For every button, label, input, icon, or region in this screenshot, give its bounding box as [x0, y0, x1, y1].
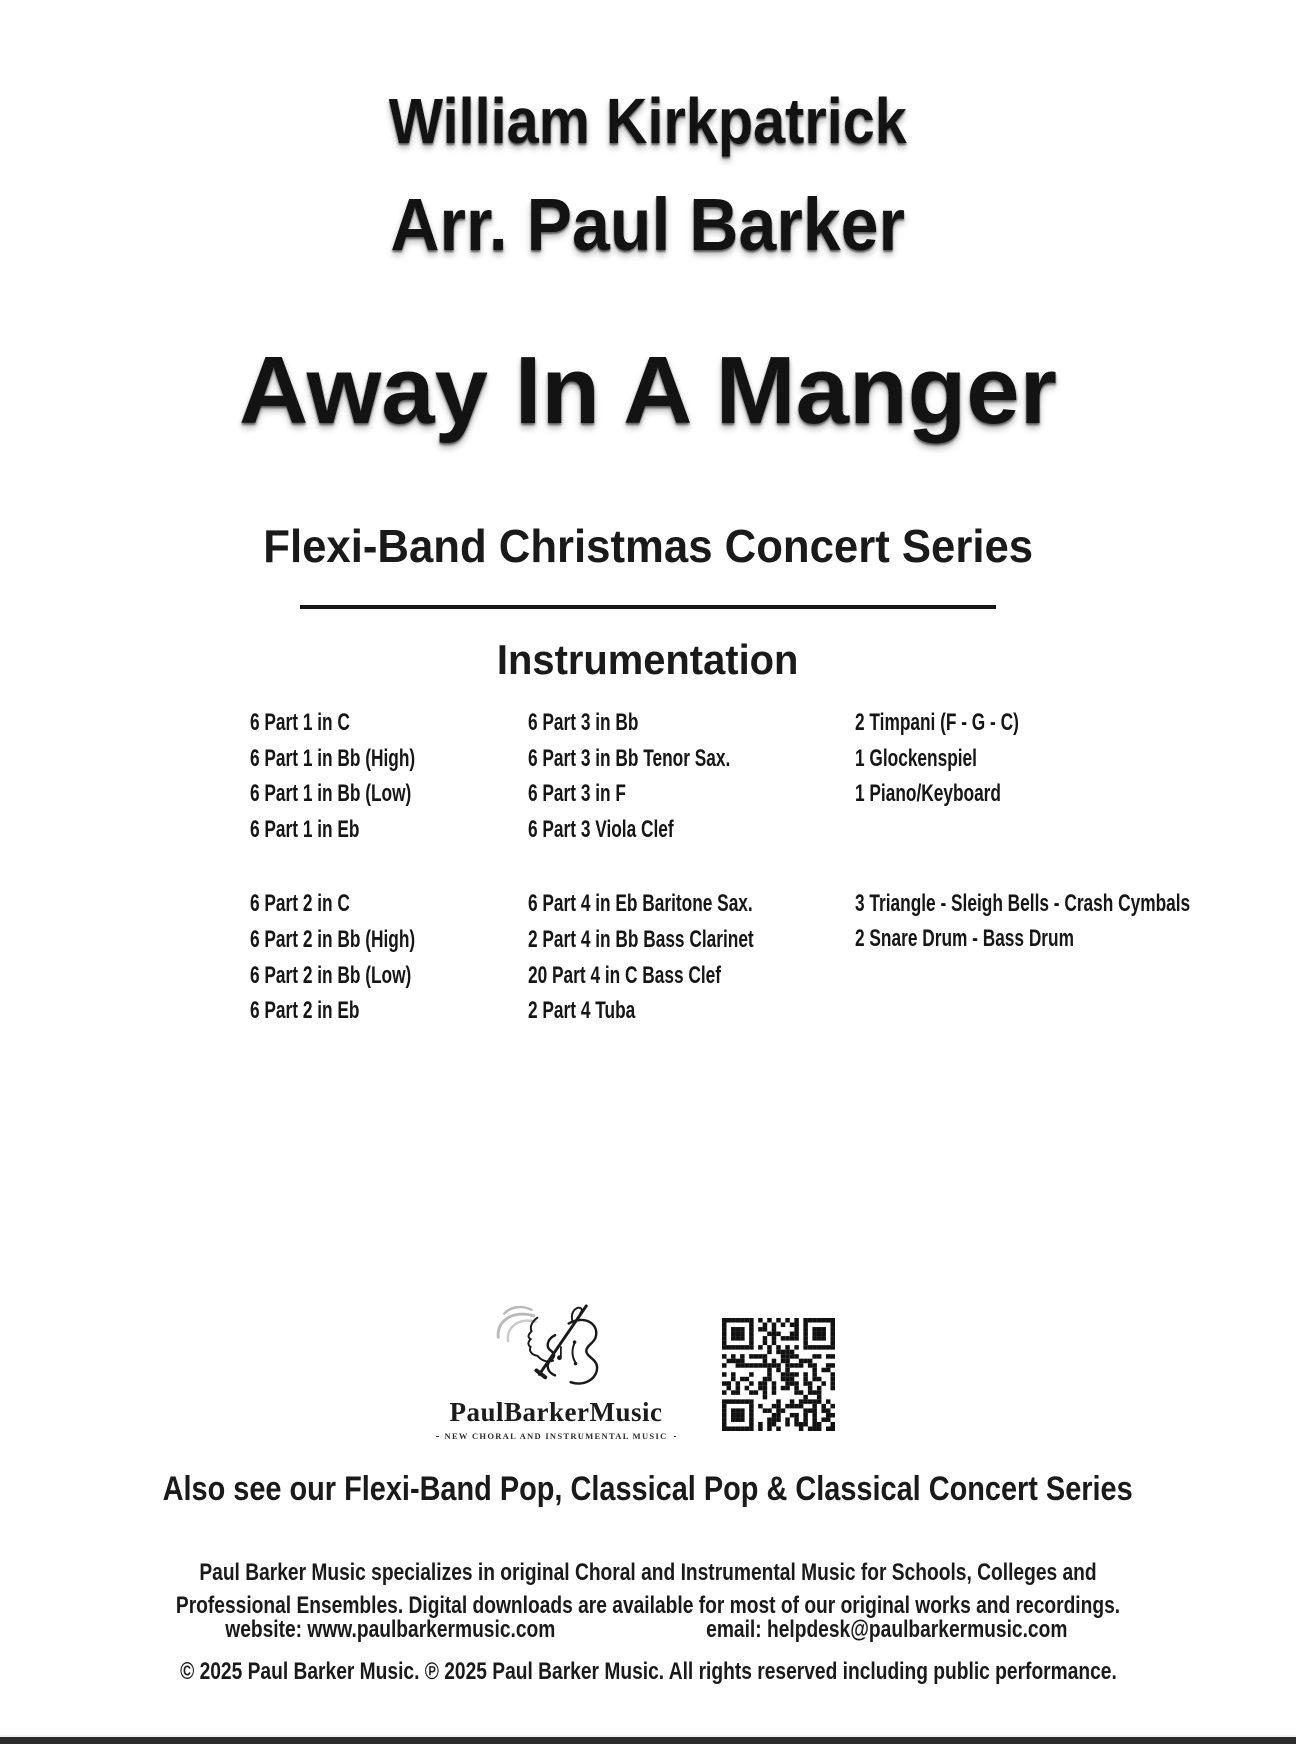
- horizontal-rule: [300, 605, 996, 609]
- instrumentation-item: 2 Part 4 in Bb Bass Clarinet: [528, 925, 754, 953]
- arranger-name: Arr. Paul Barker: [390, 183, 906, 266]
- also-see-row: [0, 1470, 1296, 1509]
- instrumentation-item: 2 Timpani (F - G - C): [855, 709, 1019, 736]
- part3-group: [528, 705, 754, 847]
- instrumentation-heading: Instrumentation: [497, 636, 799, 683]
- unpitched-percussion-group: [855, 886, 1190, 957]
- instrumentation-item: 6 Part 1 in Bb (Low): [250, 780, 412, 808]
- instrumentation-item: 1 Piano/Keyboard: [855, 780, 1001, 808]
- instrumentation-item: 6 Part 3 in Bb: [528, 709, 639, 736]
- instrumentation-item: 20 Part 4 in C Bass Clef: [528, 961, 722, 989]
- instrumentation-item: 6 Part 3 Viola Clef: [528, 815, 674, 843]
- logo-wordmark: PaulBarkerMusic: [449, 1397, 663, 1427]
- part2-group: [250, 886, 415, 1028]
- copyright-text: © 2025 Paul Barker Music. ℗ 2025 Paul Barker Music. All rights reserved including public performance.: [179, 1658, 1117, 1685]
- composer-name: William Kirkpatrick: [388, 85, 908, 157]
- instrumentation-item: 6 Part 3 in F: [528, 780, 626, 808]
- instrumentation-item: 6 Part 2 in C: [250, 890, 350, 918]
- instrumentation-item: 6 Part 2 in Bb (High): [250, 925, 416, 953]
- about-paragraph: [0, 1556, 1296, 1622]
- instrumentation-item: 6 Part 3 in Bb Tenor Sax.: [528, 744, 731, 772]
- instrumentation-column-2: [528, 705, 754, 1029]
- website-text: website: www.paulbarkermusic.com: [225, 1616, 556, 1643]
- page-title: Away In A Manger: [239, 337, 1057, 444]
- instrumentation-item: 6 Part 1 in C: [250, 709, 350, 736]
- violinist-cello-logo-icon: [481, 1302, 631, 1390]
- instrumentation-item: 2 Snare Drum - Bass Drum: [855, 925, 1074, 953]
- instrumentation-item: 1 Glockenspiel: [855, 744, 977, 772]
- pitched-percussion-group: [855, 705, 1190, 812]
- instrumentation-item: 6 Part 1 in Bb (High): [250, 744, 416, 772]
- paul-barker-music-logo: [436, 1302, 676, 1441]
- series-row: [0, 519, 1296, 573]
- instrumentation-item: 3 Triangle - Sleigh Bells - Crash Cymbals: [855, 889, 1191, 917]
- also-see-text: Also see our Flexi-Band Pop, Classical Pop & Classical Concert Series: [162, 1470, 1134, 1508]
- instrumentation-column-1: [250, 705, 415, 1029]
- series-subtitle: Flexi-Band Christmas Concert Series: [263, 520, 1033, 572]
- qr-code: [722, 1318, 835, 1431]
- contact-row: [0, 1616, 1296, 1644]
- page-bottom-bar: [0, 1737, 1296, 1744]
- copyright-row: [0, 1658, 1296, 1686]
- arranger-row: [0, 182, 1296, 267]
- instrumentation-column-3: [855, 705, 1190, 957]
- logo-tagline: NEW CHORAL AND INSTRUMENTAL MUSIC: [436, 1431, 676, 1441]
- part4-group: [528, 886, 754, 1028]
- instrumentation-item: 6 Part 2 in Eb: [250, 997, 360, 1025]
- instrumentation-item: 6 Part 1 in Eb: [250, 815, 360, 843]
- instrumentation-item: 2 Part 4 Tuba: [528, 997, 636, 1025]
- instrumentation-item: 6 Part 4 in Eb Baritone Sax.: [528, 890, 753, 918]
- instrumentation-heading-row: [0, 636, 1296, 684]
- about-line-2: Professional Ensembles. Digital downloads are available for most of our original works and recordings.: [175, 1592, 1121, 1619]
- part1-group: [250, 705, 415, 847]
- composer-row: [0, 84, 1296, 158]
- title-row: [0, 336, 1296, 446]
- instrumentation-item: 6 Part 2 in Bb (Low): [250, 961, 412, 989]
- email-text: email: helpdesk@paulbarkermusic.com: [705, 1616, 1067, 1643]
- about-line-1: Paul Barker Music specializes in original Choral and Instrumental Music for Schools, Colleges and: [199, 1559, 1097, 1586]
